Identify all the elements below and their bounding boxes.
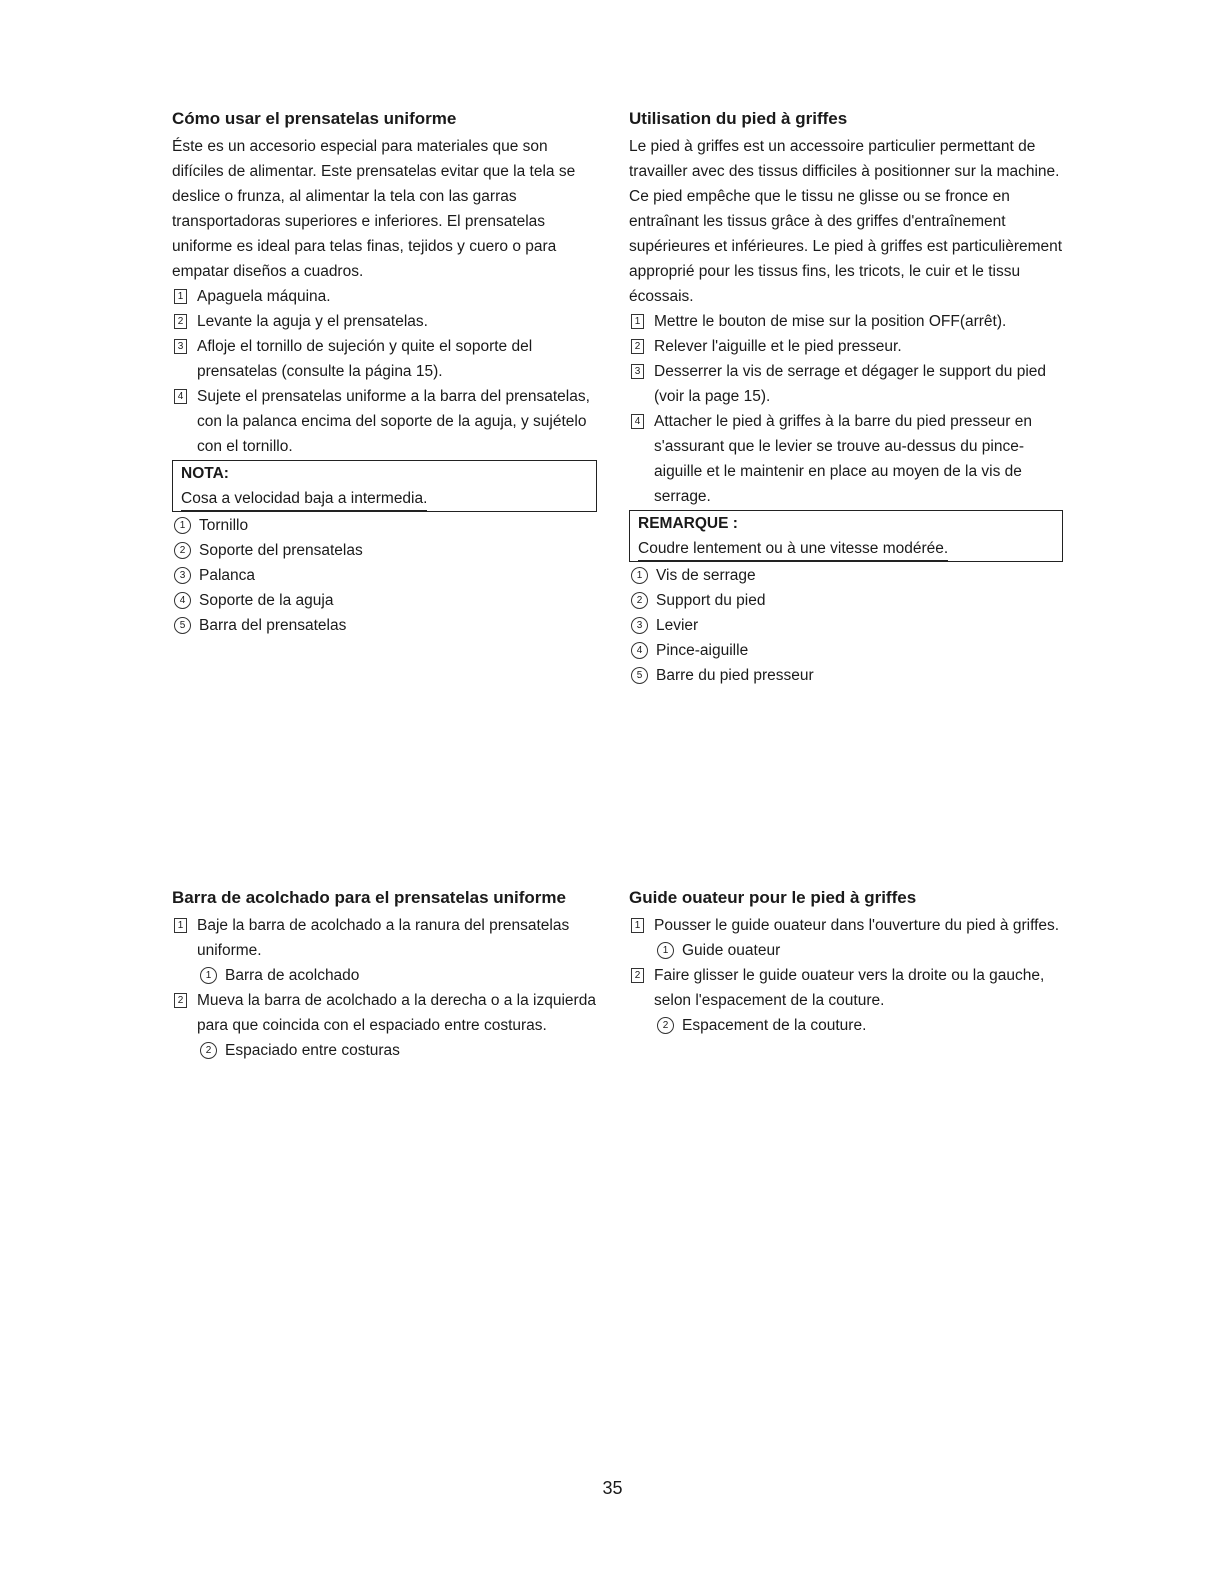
part-number: 5: [174, 617, 191, 634]
step-text: Apaguela máquina.: [197, 288, 331, 305]
part-text: Vis de serrage: [656, 567, 756, 584]
step-item: [629, 334, 1063, 359]
step-item: [172, 384, 597, 459]
step-item: [629, 409, 1063, 509]
step-number: 1: [174, 289, 187, 304]
note-title: REMARQUE :: [638, 515, 738, 532]
step-item: [629, 359, 1063, 409]
step-item: [172, 913, 597, 963]
part-item: [629, 663, 1063, 688]
part-text: Barra del prensatelas: [199, 617, 347, 634]
section-title: Utilisation du pied à griffes: [629, 109, 848, 128]
part-text: Soporte del prensatelas: [199, 542, 363, 559]
part-number: 4: [174, 592, 191, 609]
part-number: 2: [200, 1042, 217, 1059]
step-number: 1: [631, 918, 644, 933]
section-title: Barra de acolchado para el prensatelas uniforme: [172, 888, 566, 907]
step-number: 4: [631, 414, 644, 429]
part-item: [629, 588, 1063, 613]
part-number: 2: [631, 592, 648, 609]
section-title: Cómo usar el prensatelas uniforme: [172, 109, 457, 128]
section-french-quilting-guide: [629, 887, 1069, 1038]
step-item: [172, 334, 597, 384]
step-number: 2: [174, 993, 187, 1008]
part-number: 2: [657, 1017, 674, 1034]
page-number: 35: [602, 1478, 623, 1498]
section-spanish-quilting-bar: [172, 887, 597, 1063]
step-text: Afloje el tornillo de sujeción y quite el soporte del prensatelas (consulte la página 15).: [197, 338, 533, 380]
part-number: 4: [631, 642, 648, 659]
step-item: [172, 988, 597, 1038]
step-text: Mueva la barra de acolchado a la derecha o a la izquierda para que coincida con el espaciado entre costuras.: [197, 992, 596, 1034]
step-number: 2: [631, 968, 644, 983]
step-text: Relever l'aiguille et le pied presseur.: [654, 338, 902, 355]
step-text: Levante la aguja y el prensatelas.: [197, 313, 428, 330]
step-number: 2: [631, 339, 644, 354]
step-number: 1: [631, 314, 644, 329]
part-text: Guide ouateur: [682, 942, 781, 959]
part-item: [172, 613, 597, 638]
part-number: 5: [631, 667, 648, 684]
step-item: [629, 963, 1069, 1013]
step-item: [172, 309, 597, 334]
part-text: Tornillo: [199, 517, 249, 534]
part-item: [172, 563, 597, 588]
intro-paragraph: Le pied à griffes est un accessoire particulier permettant de travailler avec des tissus difficiles à positionner sur la machine. Ce pied empêche que le tissu ne glisse ou se fronce en entraînant les tissus grâce à des griffes d'entraînement supérieures et inférieures. Le pied à griffes est particulièrement approprié pour les tissus fins, les tricots, le cuir et le tissu écossais.: [629, 138, 1063, 305]
note-box: [172, 460, 597, 512]
part-item: [629, 1013, 1069, 1038]
step-text: Baje la barra de acolchado a la ranura del prensatelas uniforme.: [197, 917, 570, 959]
part-item: [629, 613, 1063, 638]
part-text: Espaciado entre costuras: [225, 1042, 400, 1059]
step-text: Mettre le bouton de mise sur la position OFF(arrêt).: [654, 313, 1007, 330]
step-text: Attacher le pied à griffes à la barre du pied presseur en s'assurant que le levier se trouve au-dessus du pince-aiguille et le maintenir en place au moyen de la vis de serrage.: [654, 413, 1032, 505]
part-number: 1: [657, 942, 674, 959]
part-number: 2: [174, 542, 191, 559]
step-text: Desserrer la vis de serrage et dégager le support du pied (voir la page 15).: [654, 363, 1047, 405]
intro-paragraph: Éste es un accesorio especial para materiales que son difíciles de alimentar. Este prensatelas evitar que la tela se deslice o frunza, al alimentar la tela con las garras transportadoras superiores e inferiores. El prensatelas uniforme es ideal para telas finas, tejidos y cuero o para empatar diseños a cuadros.: [172, 138, 576, 280]
step-item: [172, 284, 597, 309]
step-text: Pousser le guide ouateur dans l'ouverture du pied à griffes.: [654, 917, 1060, 934]
part-number: 1: [200, 967, 217, 984]
note-box: [629, 510, 1063, 562]
part-text: Espacement de la couture.: [682, 1017, 867, 1034]
step-text: Sujete el prensatelas uniforme a la barra del prensatelas, con la palanca encima del soporte de la aguja, y sujételo con el tornillo.: [197, 388, 590, 455]
step-item: [629, 913, 1069, 938]
note-text: Coudre lentement ou à une vitesse modérée.: [638, 538, 948, 561]
note-title: NOTA:: [181, 465, 229, 482]
step-item: [629, 309, 1063, 334]
step-number: 2: [174, 314, 187, 329]
part-item: [629, 938, 1069, 963]
step-number: 3: [631, 364, 644, 379]
part-text: Barra de acolchado: [225, 967, 360, 984]
step-number: 1: [174, 918, 187, 933]
section-french-walking-foot: [629, 108, 1063, 688]
part-number: 1: [631, 567, 648, 584]
part-text: Support du pied: [656, 592, 766, 609]
part-item: [629, 563, 1063, 588]
step-text: Faire glisser le guide ouateur vers la droite ou la gauche, selon l'espacement de la couture.: [654, 967, 1045, 1009]
step-number: 4: [174, 389, 187, 404]
part-item: [172, 538, 597, 563]
part-number: 3: [631, 617, 648, 634]
part-text: Pince-aiguille: [656, 642, 749, 659]
part-number: 1: [174, 517, 191, 534]
part-number: 3: [174, 567, 191, 584]
part-text: Levier: [656, 617, 699, 634]
section-title: Guide ouateur pour le pied à griffes: [629, 888, 917, 907]
part-item: [629, 638, 1063, 663]
part-item: [172, 1038, 597, 1063]
part-text: Barre du pied presseur: [656, 667, 814, 684]
part-text: Soporte de la aguja: [199, 592, 334, 609]
section-spanish-uniform-foot: [172, 108, 597, 638]
step-number: 3: [174, 339, 187, 354]
part-text: Palanca: [199, 567, 256, 584]
part-item: [172, 513, 597, 538]
part-item: [172, 963, 597, 988]
note-text: Cosa a velocidad baja a intermedia.: [181, 488, 427, 511]
part-item: [172, 588, 597, 613]
